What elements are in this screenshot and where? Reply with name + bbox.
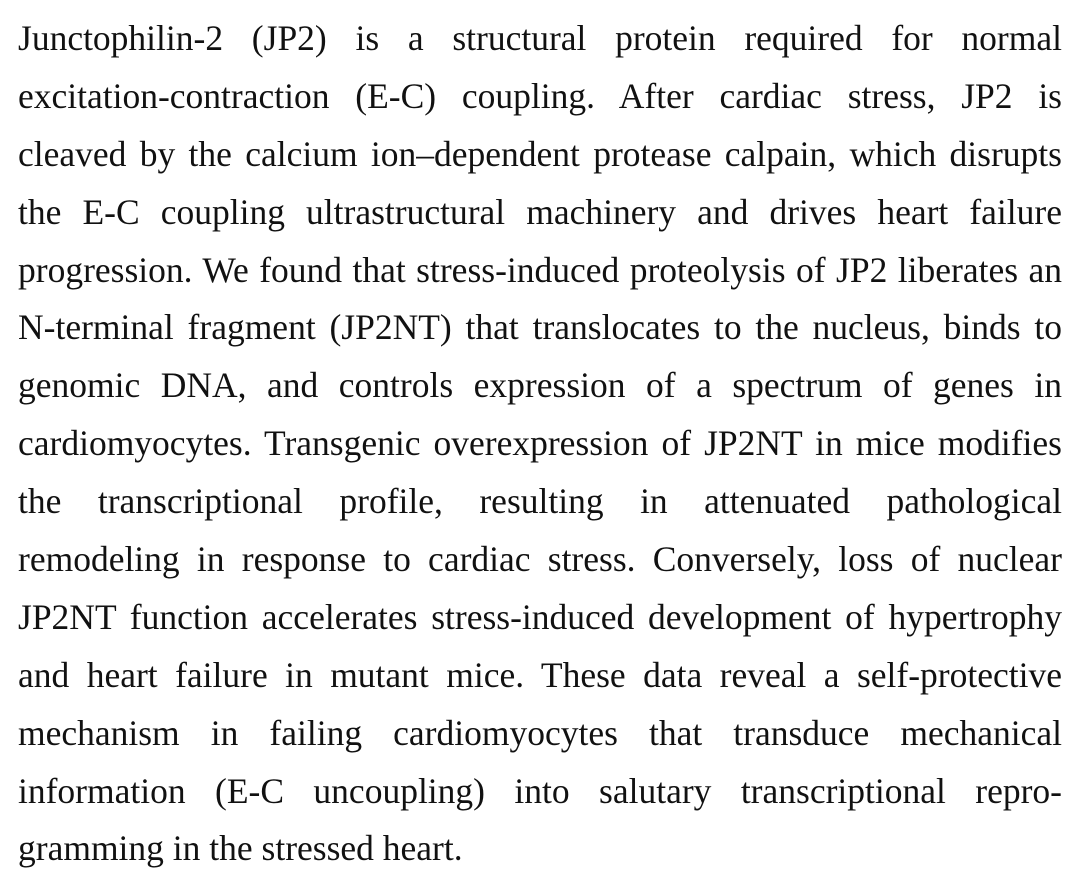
abstract-line: cardiomyocytes. Transgenic overexpression of JP2NT in mice modifies xyxy=(18,423,1062,464)
abstract-line: N-terminal fragment (JP2NT) that translocates to the nucleus, binds to xyxy=(18,307,1062,348)
abstract-line: information (E-C uncoupling) into salutary transcriptional repro- xyxy=(18,770,1062,811)
abstract-line-last: gramming in the stressed heart. xyxy=(18,828,463,869)
abstract-line: mechanism in failing cardiomyocytes that transduce mechanical xyxy=(18,712,1062,753)
abstract-line: genomic DNA, and controls expression of a spectrum of genes in xyxy=(18,365,1062,406)
abstract-line: progression. We found that stress-induced proteolysis of JP2 liberates an xyxy=(18,249,1062,290)
abstract-line: remodeling in response to cardiac stress. Conversely, loss of nuclear xyxy=(18,539,1062,580)
abstract-line: excitation-contraction (E-C) coupling. After cardiac stress, JP2 is xyxy=(18,75,1062,116)
abstract-line: Junctophilin-2 (JP2) is a structural protein required for normal xyxy=(18,18,1062,58)
abstract-line: and heart failure in mutant mice. These data reveal a self-protective xyxy=(18,654,1062,695)
abstract-line: the transcriptional profile, resulting in attenuated pathological xyxy=(18,481,1062,522)
abstract-line: the E-C coupling ultrastructural machinery and drives heart failure xyxy=(18,191,1062,232)
abstract-line: JP2NT function accelerates stress-induced development of hypertrophy xyxy=(18,596,1062,637)
abstract-paragraph xyxy=(18,10,1062,878)
abstract-line: cleaved by the calcium ion–dependent protease calpain, which disrupts xyxy=(18,133,1062,174)
